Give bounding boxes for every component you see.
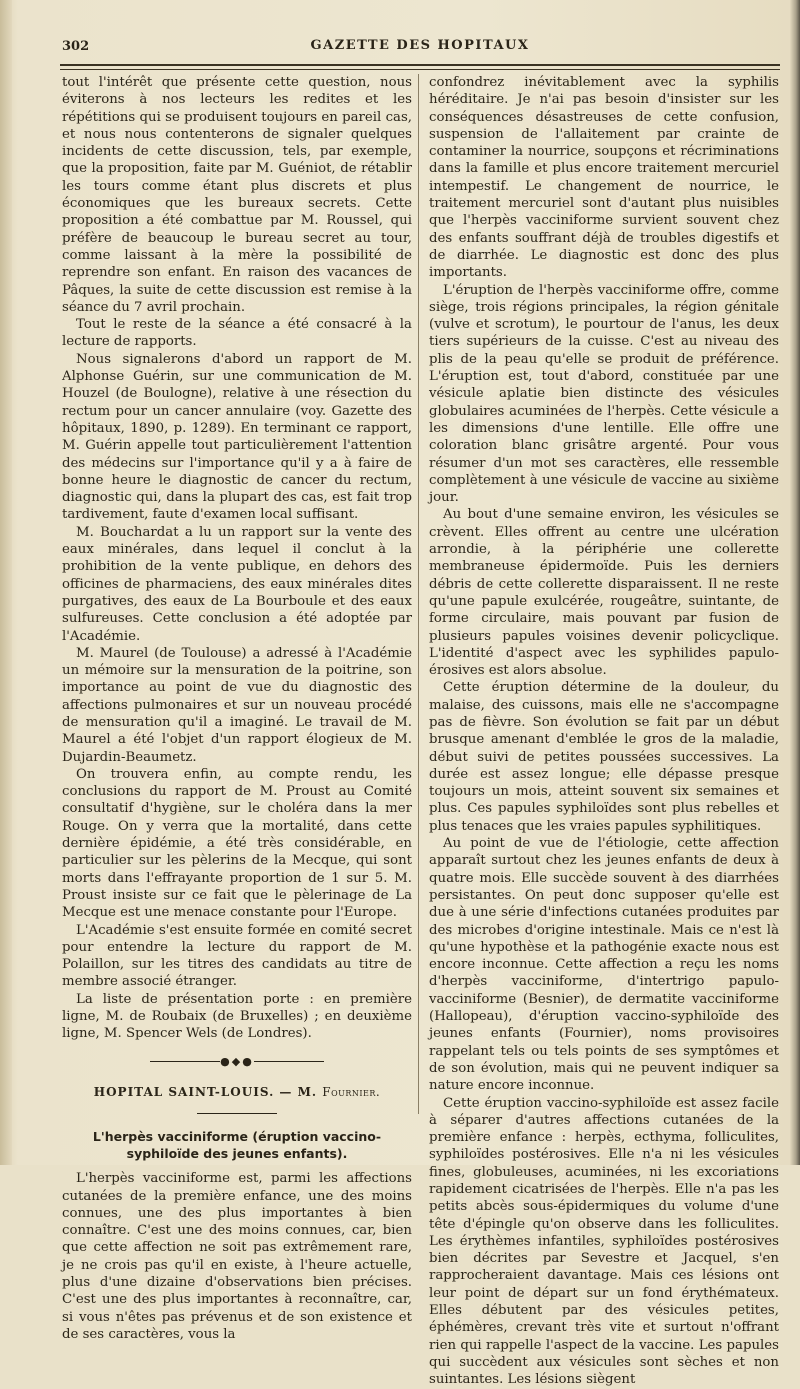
section-ornament: ●◆● [62, 1053, 412, 1070]
header-rule [60, 64, 780, 66]
paragraph: La liste de présentation porte : en première ligne, M. de Roubaix (de Bruxelles) ; en deuxième ligne, M. Spencer Wels (de Londres). [62, 991, 412, 1042]
section-author: Fournier. [322, 1084, 381, 1099]
paragraph: L'éruption de l'herpès vacciniforme offre, comme siège, trois régions principales, la région génitale (vulve et scrotum), le pourtour de l'anus, les deux tiers supérieurs de la cuisse. C'est au niveau des plis de la peau qu'elle se produit de préférence. L'éruption est, tout d'abord, constituée par une vésicule aplatie bien distincte des vésicules globulaires acuminées de l'herpès. Cette vésicule a les dimensions d'une lentille. Elle offre une coloration blanc grisâtre argenté. Pour vous résumer d'un mot ses caractères, elle ressemble complètement à une vésicule de vaccine au sixième jour. [429, 282, 779, 506]
section-title [62, 1084, 412, 1101]
paragraph: L'Académie s'est ensuite formée en comité secret pour entendre la lecture du rapport de M. Polaillon, sur les titres des candidats au titre de membre associé étranger. [62, 922, 412, 990]
page-header [60, 36, 780, 58]
journal-title: GAZETTE DES HOPITAUX [310, 38, 530, 53]
header-rule-thin [60, 69, 780, 70]
paragraph: M. Maurel (de Toulouse) a adressé à l'Académie un mémoire sur la mensuration de la poitrine, son importance au point de vue du diagnostic des affections pulmonaires et sur un nouveau procédé de mensuration qu'il a imaginé. Le travail de M. Maurel a été l'objet d'un rapport élogieux de M. Dujardin-Beaumetz. [62, 645, 412, 765]
column-divider [418, 74, 419, 1114]
paragraph: On trouvera enfin, au compte rendu, les conclusions du rapport de M. Proust au Comité consultatif d'hygiène, sur le choléra dans la mer Rouge. On y verra que la mortalité, dans cette dernière épidémie, a été très considérable, en particulier sur les pèlerins de la Mecque, qui sont morts dans l'effrayante proportion de 1 sur 5. M. Proust insiste sur ce fait que le pèlerinage de La Mecque est une menace constante pour l'Europe. [62, 766, 412, 921]
section-rule [197, 1113, 277, 1114]
right-column [429, 74, 779, 1389]
paragraph: Nous signalerons d'abord un rapport de M. Alphonse Guérin, sur une communication de M. Houzel (de Boulogne), relative à une résection du rectum pour un cancer annulaire (voy. Gazette des hôpitaux, 1890, p. 1289). En terminant ce rapport, M. Guérin appelle tout particulièrement l'attention des médecins sur l'importance qu'il y a à faire de bonne heure le diagnostic de cancer du rectum, diagnostic qui, dans la plupart des cas, est fait trop tardivement, faute d'examen local suffisant. [62, 351, 412, 523]
page-number: 302 [62, 39, 90, 54]
paragraph: tout l'intérêt que présente cette question, nous éviterons à nos lecteurs les redites et les répétitions qui se produisent toujours en pareil cas, et nous nous contenterons de signaler quelques incidents de cette discussion, tels, par exemple, que la proposition, faite par M. Guéniot, de rétablir les tours comme étant plus discrets et plus économiques que les bureaux secrets. Cette proposition a été combattue par M. Roussel, qui préfère de beaucoup le bureau secret au tour, comme laissant à la mère la possibilité de reprendre son enfant. En raison des vacances de Pâques, la suite de cette discussion est remise à la séance du 7 avril prochain. [62, 75, 412, 315]
paragraph: M. Bouchardat a lu un rapport sur la vente des eaux minérales, dans lequel il conclut à la prohibition de la vente publique, en dehors des officines de pharmaciens, des eaux minérales dites purgatives, des eaux de La Bourboule et des eaux sulfureuses. Cette conclusion a été adoptée par l'Académie. [62, 524, 412, 644]
paragraph: Cette éruption vaccino-syphiloïde est assez facile à séparer d'autres affections cutanées de la première enfance : herpès, ecthyma, folliculites, syphiloïdes postérosives. Elle n'a ni les vésicules fines, globuleuses, acuminées, ni les excoriations rapidement cicatrisées de l'herpès. Elle n'a pas les petits abcès sous-épidermiques du volume d'une tête d'épingle qu'on observe dans les folliculites. Les érythèmes infantiles, syphiloïdes postérosives bien décrites par Sevestre et Jacquel, s'en rapprocheraient davantage. Mais ces lésions ont leur point de départ sur un fond érythémateux. Elles débutent par des vésicules petites, éphémères, crevant très vite et surtout n'offrant rien qui rappelle l'aspect de la vaccine. Les papules qui succèdent aux vésicules sont sèches et non suintantes. Les lésions siègent [429, 1095, 779, 1388]
paragraph: Au bout d'une semaine environ, les vésicules se crèvent. Elles offrent au centre une ulcération arrondie, à la périphérie une collerette membraneuse épidermoïde. Puis les derniers débris de cette collerette disparaissent. Il ne reste qu'une papule exulcérée, rougeâtre, suintante, de forme circulaire, mais pouvant par fusion de plusieurs papules voisines devenir policyclique. L'identité d'aspect avec les syphilides papulo-érosives est alors absolue. [429, 507, 779, 679]
paragraph: Au point de vue de l'étiologie, cette affection apparaît surtout chez les jeunes enfants de deux à quatre mois. Elle succède souvent à des diarrhées persistantes. On peut donc supposer qu'elle est due à une série d'infections cutanées produites par des microbes d'origine intestinale. Mais ce n'est là qu'une hypothèse et la pathogénie exacte nous est encore inconnue. Cette affection a reçu les noms d'herpès vacciniforme, d'intertrigo papulo-vacciniforme (Besnier), de dermatite vacciniforme (Hallopeau), d'éruption vaccino-syphiloïde des jeunes enfants (Fournier), noms provisoires rappelant tels ou tels points de ses symptômes et de son évolution, mais qui ne peuvent indiquer sa nature encore inconnue. [429, 836, 779, 1094]
paragraph: Cette éruption détermine de la douleur, du malaise, des cuissons, mais elle ne s'accompagne pas de fièvre. Son évolution se fait par un début brusque amenant d'emblée le gros de la maladie, début suivi de petites poussées successives. La durée est assez longue; elle dépasse presque toujours un mois, atteint souvent six semaines et plus. Ces papules syphiloïdes sont plus rebelles et plus tenaces que les vraies papules syphilitiques. [429, 680, 779, 834]
paragraph: confondrez inévitablement avec la syphilis héréditaire. Je n'ai pas besoin d'insister sur les conséquences désastreuses de cette confusion, suspension de l'allaitement par crainte de contaminer la nourrice, soupçons et récriminations dans la famille et plus encore traitement mercuriel intempestif. Le changement de nourrice, le traitement mercuriel sont d'autant plus nuisibles que l'herpès vacciniforme survient souvent chez des enfants souffrant déjà de troubles digestifs et de diarrhée. Le diagnostic est donc des plus importants. [429, 75, 779, 281]
page-edge-shadow [790, 0, 800, 1165]
section-title-text: HOPITAL SAINT-LOUIS. — M. [93, 1084, 318, 1099]
paragraph: L'herpès vacciniforme est, parmi les affections cutanées de la première enfance, une des moins connues, une des plus importantes à bien connaître. C'est une des moins connues, car, bien que cette affection ne soit pas extrêmement rare, je ne crois pas qu'il en existe, à l'heure actuelle, plus d'une dizaine d'observations bien précises. C'est une des plus importantes à reconnaître, car, si vous n'êtes pas prévenus et de son existence et de ses caractères, vous la [62, 1171, 412, 1342]
paragraph: Tout le reste de la séance a été consacré à la lecture de rapports. [62, 317, 412, 350]
lecture-title: L'herpès vacciniforme (éruption vaccino-syphiloïde des jeunes enfants). [92, 1129, 382, 1162]
left-column [62, 74, 412, 1343]
binding-edge [0, 0, 12, 1165]
